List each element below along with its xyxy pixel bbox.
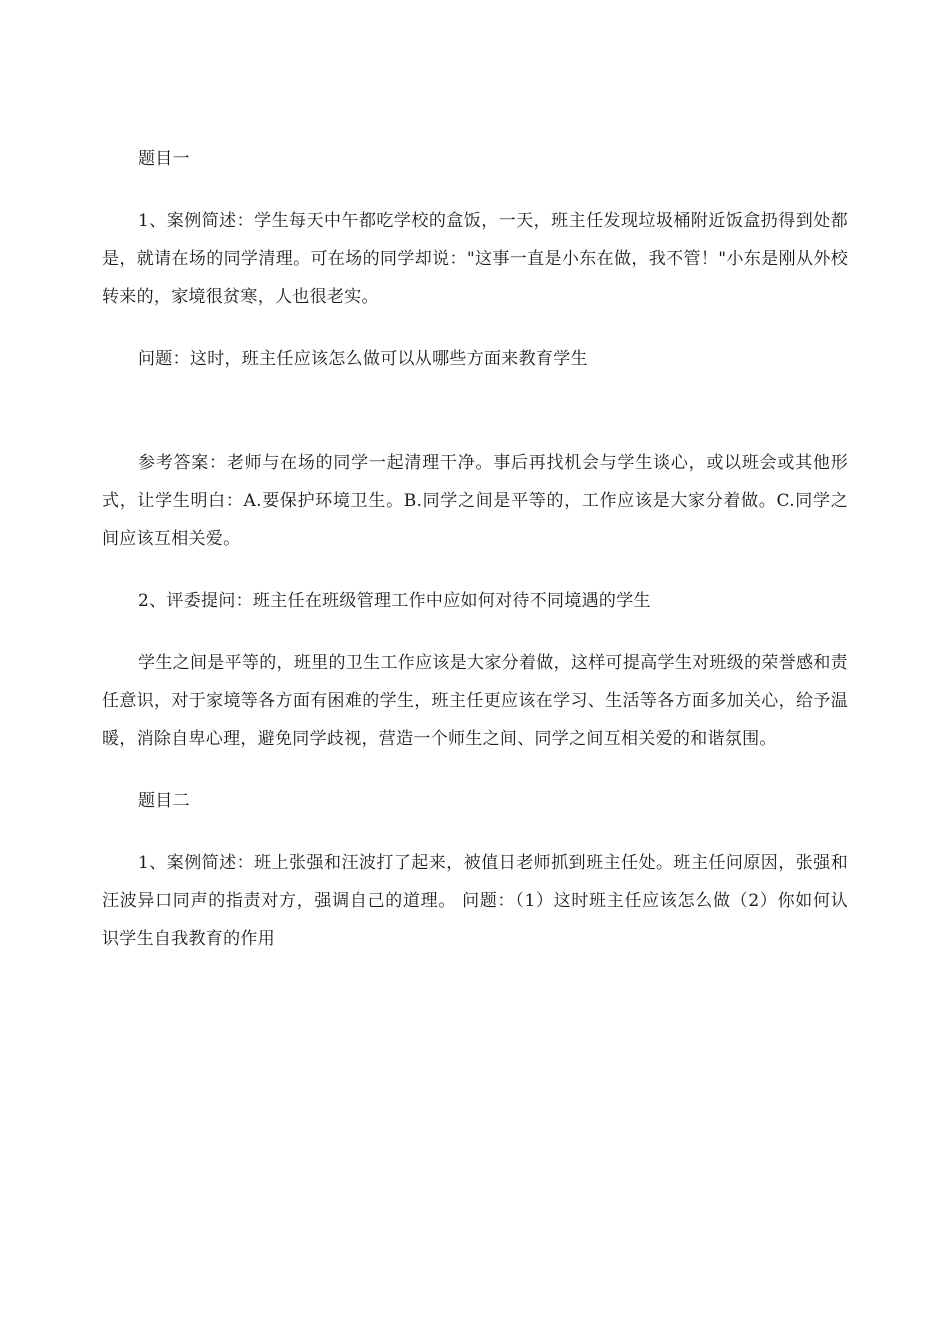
- case-1-followup-question: 2、评委提问：班主任在班级管理工作中应如何对待不同境遇的学生: [138, 591, 651, 611]
- document-page: [102, 140, 848, 958]
- case-1-question: 问题：这时，班主任应该怎么做可以从哪些方面来教育学生: [138, 349, 588, 369]
- case-1-answer: 参考答案：老师与在场的同学一起清理干净。事后再找机会与学生谈心，或以班会或其他形式，让学生明白：A.要保护环境卫生。B.同学之间是平等的，工作应该是大家分着做。C.同学之间应该互相关爱。: [102, 453, 848, 549]
- case-1-description: 1、案例简述：学生每天中午都吃学校的盒饭，一天，班主任发现垃圾桶附近饭盒扔得到处都是，就请在场的同学清理。可在场的同学却说："这事一直是小东在做，我不管！"小东是刚从外校转来的，家境很贫寒，人也很老实。: [102, 211, 848, 307]
- section-title-2: 题目二: [138, 791, 190, 811]
- case-2-description: 1、案例简述：班上张强和汪波打了起来，被值日老师抓到班主任处。班主任问原因，张强和汪波异口同声的指责对方，强调自己的道理。 问题：（1）这时班主任应该怎么做（2）你如何认识学生自我教育的作用: [102, 853, 848, 949]
- section-title-1: 题目一: [138, 149, 190, 169]
- case-1-followup-answer: 学生之间是平等的，班里的卫生工作应该是大家分着做，这样可提高学生对班级的荣誉感和责任意识，对于家境等各方面有困难的学生，班主任更应该在学习、生活等各方面多加关心，给予温暖，消除自卑心理，避免同学歧视，营造一个师生之间、同学之间互相关爱的和谐氛围。: [102, 653, 848, 749]
